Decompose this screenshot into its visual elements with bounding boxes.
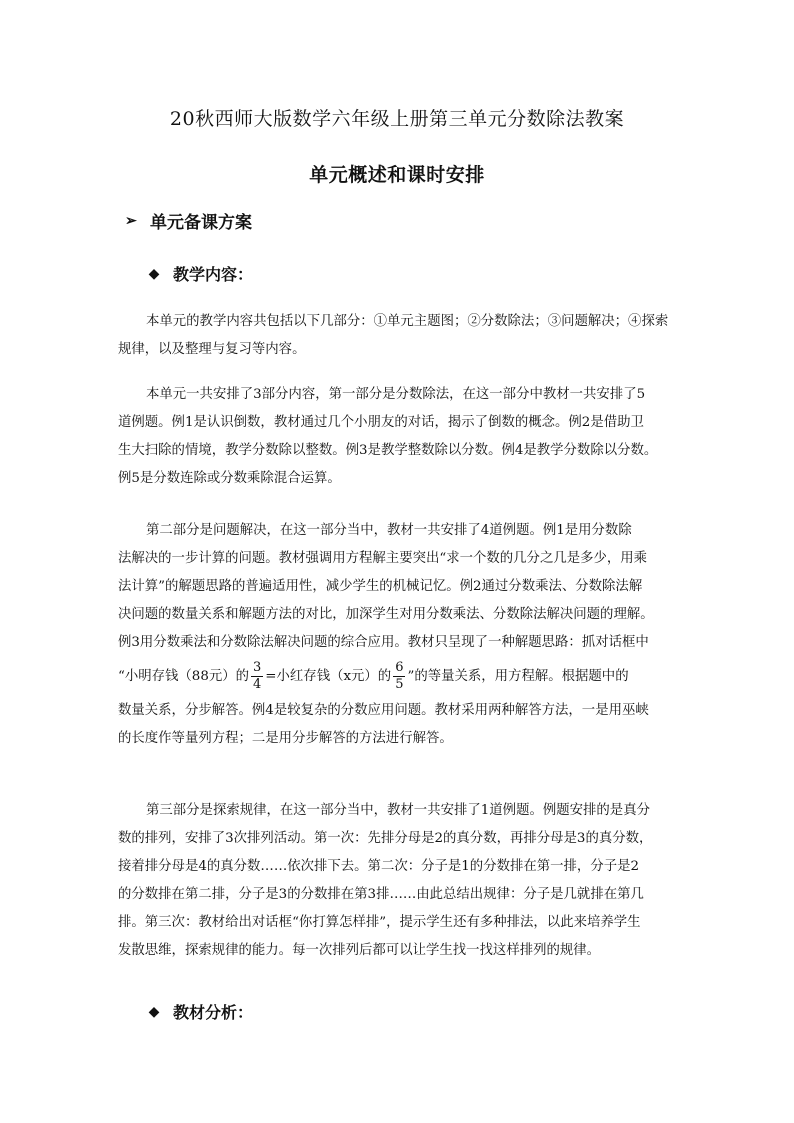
fraction-3-4 — [251, 660, 263, 693]
subheading-label: 教材分析： — [173, 1003, 254, 1022]
text-line: 例5是分数连除或分数乘除混合运算。 — [118, 471, 341, 486]
text-segment: ”的等量关系，用方程解。根据题中的 — [407, 669, 629, 684]
paragraph-3 — [118, 517, 684, 753]
text-line: 数量关系，分步解答。例4是较复杂的分数应用问题。教材采用两种解答方法，一是用巫峡 — [118, 703, 649, 718]
text-line: 道例题。例1是认识倒数，教材通过几个小朋友的对话，揭示了倒数的概念。例2是借助卫 — [118, 415, 644, 430]
text-line: 生大扫除的情境，教学分数除以整数。例3是教学整数除以分数。例4是教学分数除以分数。 — [118, 443, 658, 458]
text-line: 第三部分是探索规律，在这一部分当中，教材一共安排了1道例题。例题安排的是真分 — [146, 803, 650, 818]
text-line: 规律，以及整理与复习等内容。 — [118, 342, 306, 357]
text-line: 法计算”的解题思路的普遍适用性，减少学生的机械记忆。例2通过分数乘法、分数除法解 — [118, 579, 643, 594]
fraction-numerator: 3 — [253, 660, 262, 675]
paragraph-2 — [118, 381, 684, 493]
fraction-6-5 — [393, 660, 405, 693]
diamond-bullet-icon: ◆ — [148, 1003, 160, 1020]
text-line: 第二部分是问题解决，在这一部分当中，教材一共安排了4道例题。例1是用分数除 — [146, 523, 632, 538]
text-line: 的长度作等量列方程；二是用分步解答的方法进行解答。 — [118, 731, 453, 746]
text-line: 决问题的数量关系和解题方法的对比，加深学生对用分数乘法、分数除法解决问题的理解。 — [118, 607, 654, 622]
arrow-bullet-icon: ➢ — [125, 212, 137, 229]
text-segment: =小红存钱（x元）的 — [265, 669, 392, 684]
fraction-denominator: 5 — [395, 677, 404, 692]
section-heading-label: 单元备课方案 — [150, 213, 252, 233]
text-line: 发散思维，探索规律的能力。每一次排列后都可以让学生找一找这样排列的规律。 — [118, 943, 601, 958]
fraction-numerator: 6 — [395, 660, 404, 675]
paragraph-4 — [118, 797, 684, 965]
document-subtitle: 单元概述和课时安排 — [309, 164, 485, 186]
text-line: 排。第三次：教材给出对话框“你打算怎样排”，提示学生还有多种排法，以此来培养学生 — [118, 915, 641, 930]
text-line: 接着排分母是4的真分数……依次排下去。第二次：分子是1的分数排在第一排，分子是2 — [118, 859, 640, 874]
fraction-line — [118, 657, 684, 697]
subheading-textbook-analysis — [143, 1000, 253, 1023]
subheading-label: 教学内容： — [173, 265, 254, 284]
document-title: 20秋西师大版数学六年级上册第三单元分数除法教案 — [169, 108, 625, 130]
text-line: 例3用分数乘法和分数除法解决问题的综合应用。教材只呈现了一种解题思路：抓对话框中 — [118, 635, 649, 650]
paragraph-1 — [118, 308, 684, 364]
text-line: 本单元一共安排了3部分内容，第一部分是分数除法，在这一部分中教材一共安排了5 — [146, 387, 646, 402]
section-heading — [120, 208, 252, 233]
text-line: 的分数排在第二排，分子是3的分数排在第3排……由此总结出规律：分子是几就排在第几 — [118, 887, 644, 902]
fraction-denominator: 4 — [253, 677, 262, 692]
text-line: 本单元的教学内容共包括以下几部分：①单元主题图；②分数除法；③问题解决；④探索 — [146, 314, 669, 329]
text-line: 法解决的一步计算的问题。教材强调用方程解主要突出“求一个数的几分之几是多少，用乘 — [118, 551, 648, 566]
text-line: 数的排列，安排了3次排列活动。第一次：先排分母是2的真分数，再排分母是3的真分数， — [118, 831, 653, 846]
diamond-bullet-icon: ◆ — [148, 265, 160, 282]
subheading-teaching-content — [143, 262, 253, 285]
text-segment: “小明存钱（88元）的 — [118, 669, 250, 684]
